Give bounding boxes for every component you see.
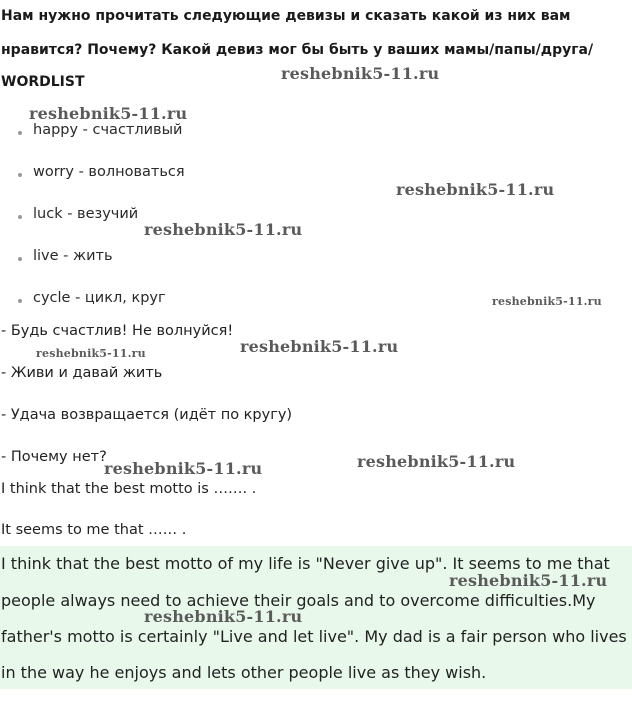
watermark: reshebnik5-11.ru bbox=[144, 607, 303, 626]
wordlist-title: WORDLIST bbox=[1, 74, 85, 90]
answer-line: I think that the best motto of my life is "Never give up". It seems to me that bbox=[1, 554, 610, 573]
answer-block bbox=[0, 546, 632, 689]
answer-line: people always need to achieve their goals and to overcome difficulties.My bbox=[1, 591, 596, 610]
watermark: reshebnik5-11.ru bbox=[29, 104, 188, 123]
bullet-icon bbox=[18, 173, 22, 177]
motto-item: - Удача возвращается (идёт по кругу) bbox=[1, 407, 293, 423]
watermark: reshebnik5-11.ru bbox=[36, 347, 146, 360]
phrase-starter: I think that the best motto is ……. . bbox=[1, 481, 257, 497]
task-heading-line-1: Нам нужно прочитать следующие девизы и сказать какой из них вам bbox=[1, 8, 571, 24]
motto-item: - Почему нет? bbox=[1, 449, 107, 465]
watermark: reshebnik5-11.ru bbox=[449, 571, 608, 590]
watermark: reshebnik5-11.ru bbox=[357, 452, 516, 471]
wordlist-item: live - жить bbox=[33, 248, 113, 264]
bullet-icon bbox=[18, 215, 22, 219]
answer-line: in the way he enjoys and lets other people live as they wish. bbox=[1, 663, 487, 682]
motto-item: - Живи и давай жить bbox=[1, 365, 163, 381]
task-heading-line-2: нравится? Почему? Какой девиз мог бы быть у ваших мамы/папы/друга/ bbox=[1, 42, 594, 58]
watermark: reshebnik5-11.ru bbox=[104, 459, 263, 478]
watermark: reshebnik5-11.ru bbox=[240, 337, 399, 356]
wordlist-item: worry - волноваться bbox=[33, 164, 185, 180]
wordlist-item: happy - счастливый bbox=[33, 122, 183, 138]
watermark: reshebnik5-11.ru bbox=[144, 220, 303, 239]
bullet-icon bbox=[18, 299, 22, 303]
answer-line: father's motto is certainly "Live and let live". My dad is a fair person who lives bbox=[1, 627, 627, 646]
motto-item: - Будь счастлив! Не волнуйся! bbox=[1, 323, 234, 339]
watermark: reshebnik5-11.ru bbox=[396, 180, 555, 199]
wordlist-item: cycle - цикл, круг bbox=[33, 290, 166, 306]
bullet-icon bbox=[18, 257, 22, 261]
wordlist-item: luck - везучий bbox=[33, 206, 139, 222]
bullet-icon bbox=[18, 131, 22, 135]
watermark: reshebnik5-11.ru bbox=[281, 64, 440, 83]
phrase-starter: It seems to me that …… . bbox=[1, 522, 187, 538]
watermark: reshebnik5-11.ru bbox=[492, 295, 602, 308]
